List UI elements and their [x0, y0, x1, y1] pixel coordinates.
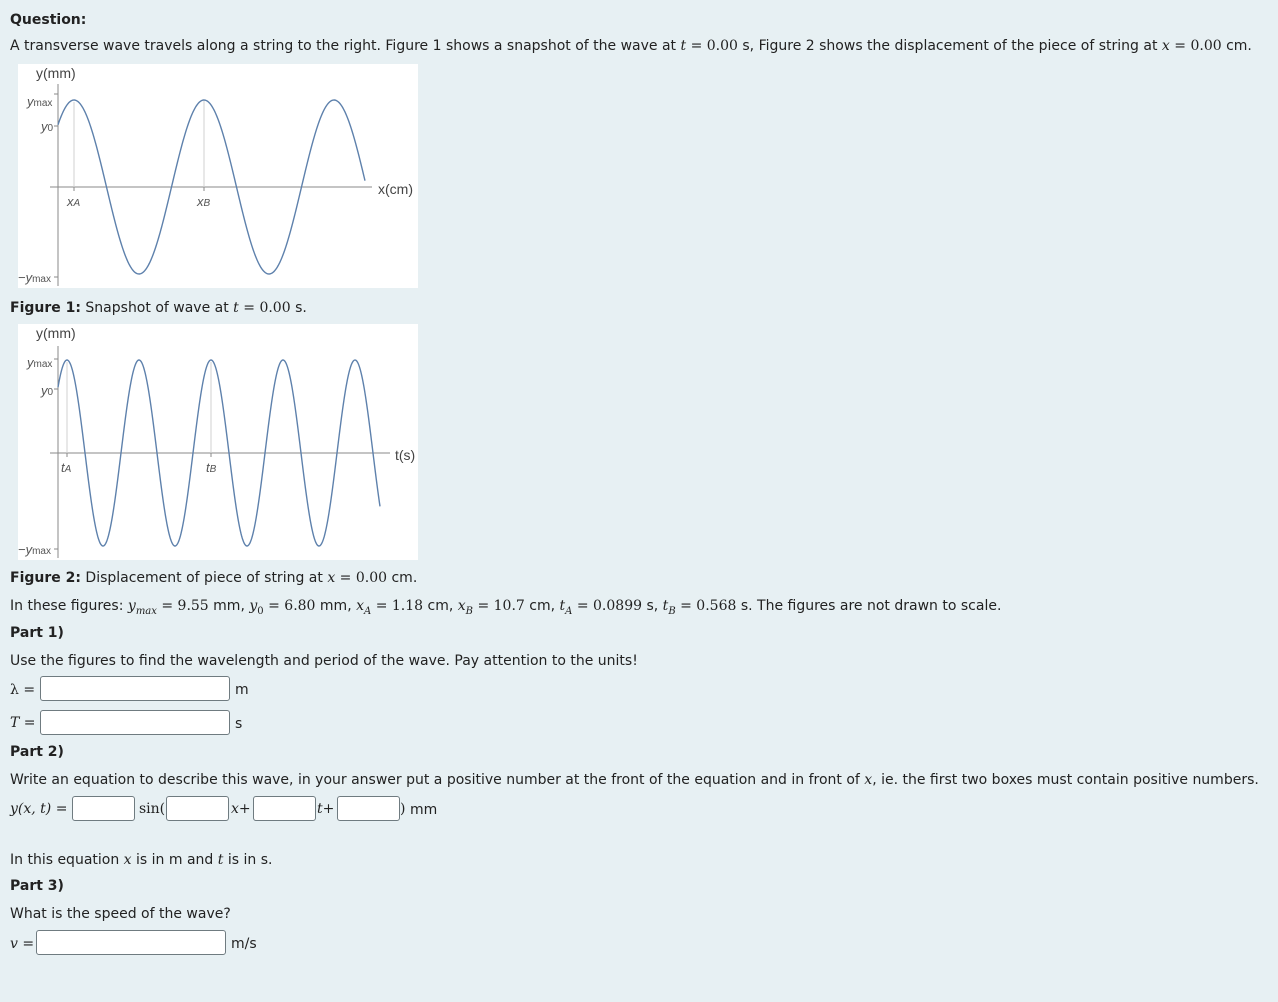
fig2-x-axis-label: t(s)	[395, 447, 416, 463]
speed-input[interactable]	[36, 930, 226, 955]
given-values	[10, 598, 1001, 617]
given-xb-var: x	[457, 598, 466, 614]
intro-x-var: x	[1161, 38, 1170, 54]
given-ymax-sub: max	[135, 605, 157, 617]
wavenumber-input[interactable]	[166, 796, 229, 821]
fig1-label-neg-ymax: −ymax	[18, 270, 51, 285]
fig1-x-axis-label: x(cm)	[378, 181, 413, 197]
fig1-label-xb: xB	[197, 194, 211, 209]
given-ymax-val: = 9.55	[156, 598, 209, 614]
figure-2	[18, 324, 418, 560]
fig1-caption-var: t	[233, 300, 239, 316]
note-x: x	[123, 852, 132, 868]
given-prefix: In these figures:	[10, 598, 128, 614]
intro-text-1: A transverse wave travels along a string to the right. Figure 1 shows a snapshot of the wave at	[10, 38, 681, 54]
fig1-caption-end: s.	[290, 300, 307, 316]
lambda-input[interactable]	[40, 676, 230, 701]
part1-instruction: Use the figures to find the wavelength and period of the wave. Pay attention to the units!	[10, 653, 638, 669]
period-eq: =	[19, 715, 36, 731]
part2-instruction-b: , ie. the first two boxes must contain positive numbers.	[872, 772, 1259, 788]
equation-eq: =	[51, 801, 68, 817]
figure-2-caption	[10, 570, 417, 586]
intro-t-val: = 0.00	[686, 38, 738, 54]
fig1-caption-bold: Figure 1:	[10, 300, 81, 316]
given-ta-val: = 0.0899	[572, 598, 643, 614]
note-a: In this equation	[10, 852, 124, 868]
given-xb-unit: cm,	[524, 598, 560, 614]
period-var: T	[10, 715, 20, 731]
part2-instruction-var: x	[864, 772, 873, 788]
phase-input[interactable]	[337, 796, 400, 821]
part3-title: Part 3)	[10, 878, 64, 894]
fig1-label-y0: y0	[41, 119, 54, 134]
part2-instruction-a: Write an equation to describe this wave, in your answer put a positive number at the front of the equation and in front of	[10, 772, 865, 788]
fig1-caption-text: Snapshot of wave at	[80, 300, 234, 316]
intro-t-var: t	[680, 38, 687, 54]
figure-2-plot	[18, 324, 418, 560]
period-label	[10, 715, 36, 731]
fig2-label-y0: y0	[41, 383, 54, 398]
intro-x-val: = 0.00	[1169, 38, 1222, 54]
amplitude-input[interactable]	[72, 796, 135, 821]
note-t: t	[217, 852, 224, 868]
question-intro	[10, 38, 1252, 54]
fig2-label-ymax: ymax	[27, 355, 53, 370]
angular-frequency-input[interactable]	[253, 796, 316, 821]
part2-instruction	[10, 772, 1259, 788]
given-xa-val: = 1.18	[371, 598, 424, 614]
intro-text-3: cm.	[1221, 38, 1252, 54]
given-xb-val: = 10.7	[473, 598, 525, 614]
lambda-label: λ =	[10, 682, 36, 698]
fig2-label-ta: tA	[61, 460, 72, 475]
fig1-caption-val: = 0.00	[238, 300, 291, 316]
speed-label	[10, 936, 34, 952]
speed-eq: =	[17, 936, 35, 952]
question-label: Question:	[10, 12, 87, 28]
fig1-y-axis-label: y(mm)	[36, 65, 76, 81]
given-ta-var: t	[559, 598, 566, 614]
fig2-caption-end: cm.	[387, 570, 418, 586]
period-input[interactable]	[40, 710, 230, 735]
t-plus-text: t+	[317, 801, 335, 817]
given-ta-sub: A	[565, 605, 573, 617]
given-ymax-var: y	[127, 598, 136, 614]
given-xa-sub: A	[364, 605, 372, 617]
fig2-label-neg-ymax: −ymax	[18, 542, 51, 557]
given-ta-unit: s,	[642, 598, 663, 614]
fig1-label-xa: xA	[67, 194, 81, 209]
note-c: is in s.	[223, 852, 273, 868]
given-tb-sub: B	[668, 605, 676, 617]
given-tb-var: t	[662, 598, 669, 614]
given-tb-unit: s. The figures are not drawn to scale.	[736, 598, 1002, 614]
equation-lhs-math: y(x, t)	[10, 801, 52, 817]
fig1-label-ymax: ymax	[27, 94, 53, 109]
part1-title: Part 1)	[10, 625, 64, 641]
speed-var: v	[10, 936, 18, 952]
given-y0-val: = 6.80	[263, 598, 316, 614]
given-xa-var: x	[356, 598, 365, 614]
given-xb-sub: B	[465, 605, 474, 617]
given-y0-var: y	[249, 598, 258, 614]
figure-1-plot	[18, 64, 418, 288]
given-xa-unit: cm,	[423, 598, 458, 614]
intro-text-2: s, Figure 2 shows the displacement of the piece of string at	[737, 38, 1162, 54]
given-y0-unit: mm,	[315, 598, 357, 614]
fig2-label-tb: tB	[206, 460, 217, 475]
given-ymax-unit: mm,	[208, 598, 250, 614]
fig2-caption-bold: Figure 2:	[10, 570, 81, 586]
part3-instruction: What is the speed of the wave?	[10, 906, 231, 922]
close-paren: )	[400, 801, 406, 817]
fig2-caption-text: Displacement of piece of string at	[80, 570, 328, 586]
x-plus-text: x+	[231, 801, 251, 817]
given-y0-sub: 0	[257, 605, 264, 617]
equation-note	[10, 852, 272, 868]
fig2-y-axis-label: y(mm)	[36, 325, 76, 341]
sin-text: sin(	[139, 801, 166, 817]
equation-unit: mm	[410, 802, 438, 818]
lambda-unit: m	[235, 682, 249, 698]
fig2-caption-var: x	[327, 570, 336, 586]
equation-lhs	[10, 801, 67, 817]
given-tb-val: = 0.568	[675, 598, 737, 614]
figure-1-caption	[10, 300, 307, 316]
figure-1	[18, 64, 418, 288]
period-unit: s	[235, 716, 243, 732]
fig2-caption-val: = 0.00	[335, 570, 388, 586]
note-b: is in m and	[131, 852, 218, 868]
part2-title: Part 2)	[10, 744, 64, 760]
speed-unit: m/s	[231, 936, 257, 952]
